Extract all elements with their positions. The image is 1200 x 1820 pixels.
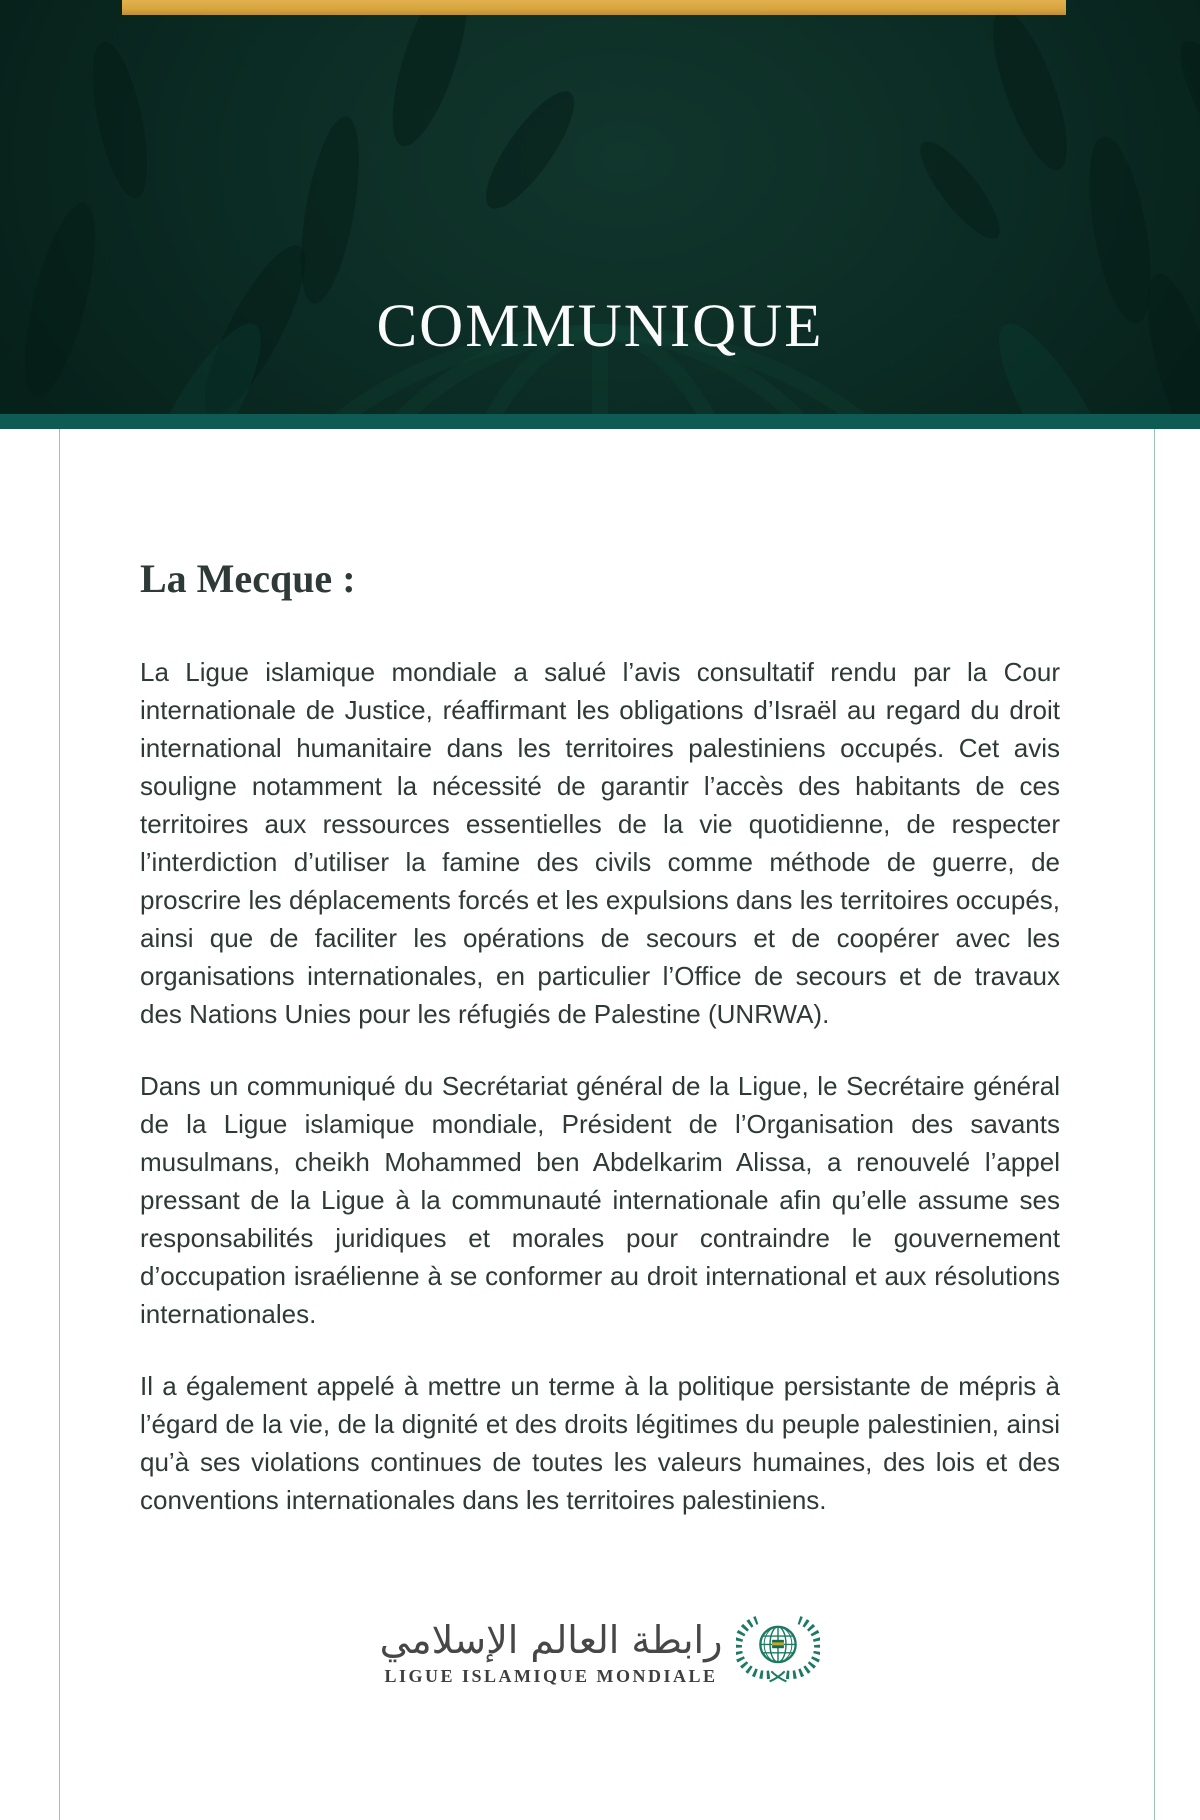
communique-header [0,0,1200,414]
dateline-heading: La Mecque : [140,556,356,601]
organization-logo [140,1607,1060,1697]
right-margin-rule [1154,429,1155,1820]
gold-accent-bar [122,0,1066,15]
body-paragraph: Il a également appelé à mettre un terme à la politique persistante de mépris à l’égard de la vie, de la dignité et des droits légitimes du peuple palestinien, ainsi qu’à ses violations continues de toutes les valeurs humaines, des lois et des conventions internationales dans les territoires palestiniens. [140,1371,1060,1515]
page-title: COMMUNIQUE [376,293,824,360]
body-paragraph: Dans un communiqué du Secrétariat général de la Ligue, le Secrétaire général de la Ligue islamique mondiale, Président de l’Organisation des savants musulmans, cheikh Mohammed ben Abdelkarim Alissa, a renouvelé l’appel pressant de la Ligue à la communauté internationale afin qu’elle assume ses responsabilités juridiques et morales pour contraindre le gouvernement d’occupation israélienne à se conformer au droit international et aux résolutions internationales. [140,1071,1060,1329]
document-page [0,429,1200,1820]
teal-divider-band [0,414,1200,429]
logo-text-block [380,1617,723,1687]
document-content [140,555,1060,1697]
arabic-calligraphy: رابطة العالم الإسلامي [379,1618,723,1662]
organization-name: LIGUE ISLAMIQUE MONDIALE [384,1666,718,1686]
globe-laurel-emblem-icon [736,1607,820,1697]
body-paragraph: La Ligue islamique mondiale a salué l’avis consultatif rendu par la Cour internationale de Justice, réaffirmant les obligations d’Israël au regard du droit international humanitaire dans les territoires palestiniens occupés. Cet avis souligne notamment la nécessité de garantir l’accès des habitants de ces territoires aux ressources essentielles de la vie quotidienne, de respecter l’interdiction d’utiliser la famine des civils comme méthode de guerre, de proscrire les déplacements forcés et les expulsions dans les territoires occupés, ainsi que de faciliter les opérations de secours et de coopérer avec les organisations internationales, en particulier l’Office de secours et de travaux des Nations Unies pour les réfugiés de Palestine (UNRWA). [140,657,1060,1029]
left-margin-rule [59,429,60,1820]
